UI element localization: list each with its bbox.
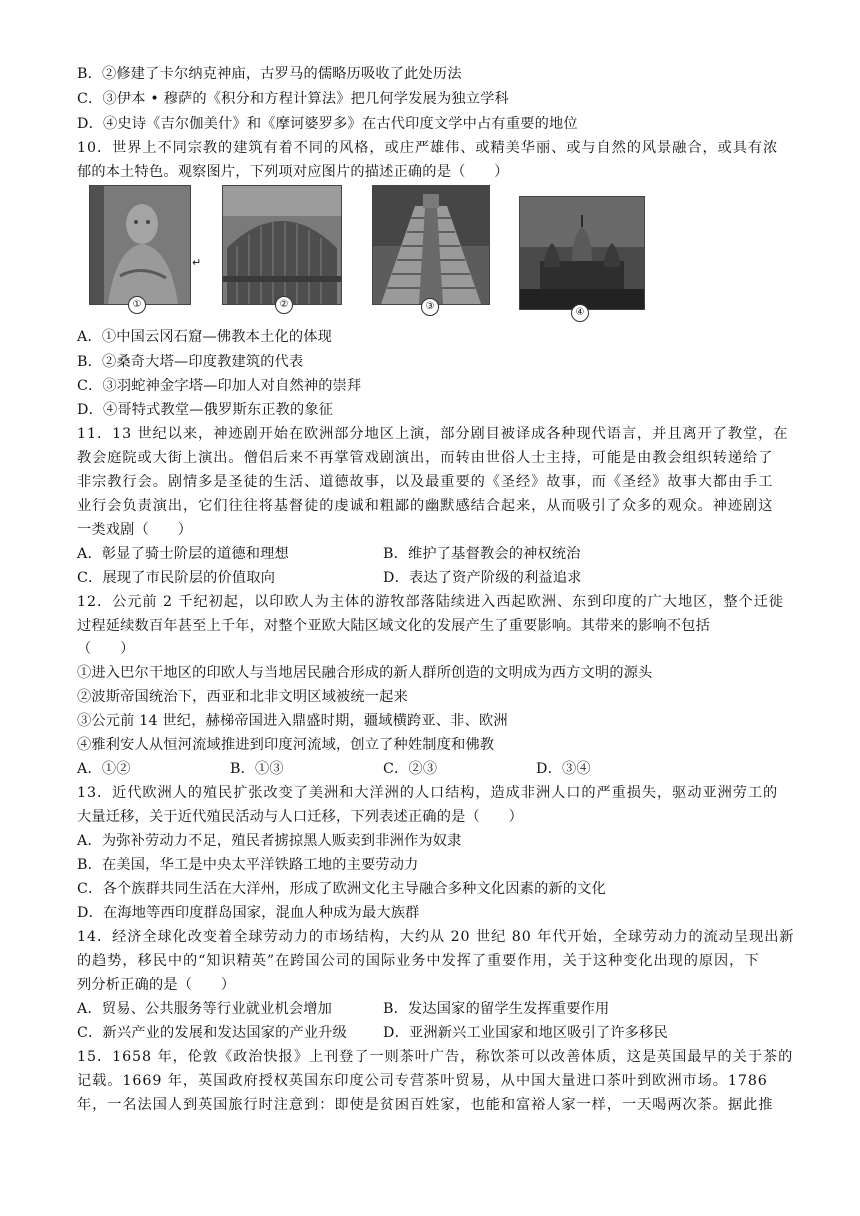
- q9-option-b: B．②修建了卡尔纳克神庙，古罗马的儒略历吸收了此处历法: [77, 66, 462, 82]
- q9-option-d: D．④史诗《吉尔伽美什》和《摩诃婆罗多》在古代印度文学中占有重要的地位: [77, 116, 578, 132]
- picture-3-pyramid: [372, 185, 490, 305]
- q11-option-d: D．表达了资产阶级的利益追求: [383, 570, 582, 586]
- q12-stem-line-3: （ ）: [77, 641, 135, 657]
- q10-stem-line-1: 10．世界上不同宗教的建筑有着不同的风格，或庄严雄伟、或精美华丽、或与自然的风景融合，或具有浓: [77, 140, 779, 156]
- q12-stem-line-2: 过程延续数百年甚至上千年，对整个亚欧大陆区域文化的发展产生了重要影响。其带来的影响不包括: [77, 618, 711, 634]
- q11-option-b: B．维护了基督教会的神权统治: [383, 546, 581, 562]
- q12-statement-1: ①进入巴尔干地区的印欧人与当地居民融合形成的新人群所创造的文明成为西方文明的源头: [77, 665, 653, 681]
- q14-stem-line-3: 列分析正确的是（ ）: [77, 977, 236, 993]
- picture-2-label: ②: [275, 296, 293, 314]
- q14-stem-line-1: 14．经济全球化改变着全球劳动力的市场结构，大约从 20 世纪 80 年代开始，全球劳动力的流动呈现出新: [77, 929, 795, 945]
- q13-option-d: D．在海地等西印度群岛国家，混血人种成为最大族群: [77, 905, 420, 921]
- q12-statement-3: ③公元前 14 世纪，赫梯帝国进入鼎盛时期，疆域横跨亚、非、欧洲: [77, 713, 508, 729]
- q12-option-d: D．③④: [536, 761, 591, 777]
- q11-option-c: C．展现了市民阶层的价值取向: [77, 570, 276, 586]
- q11-stem-line-3: 非宗教行会。剧情多是圣徒的生活、道德故事，以及最重要的《圣经》故事，而《圣经》故事大都由手工: [77, 474, 774, 490]
- q12-statement-2: ②波斯帝国统治下，西亚和北非文明区域被统一起来: [77, 689, 408, 705]
- q13-option-a: A．为弥补劳动力不足，殖民者掳掠黑人贩卖到非洲作为奴隶: [77, 833, 462, 849]
- q12-option-c: C．②③: [383, 761, 438, 777]
- picture-3-label: ③: [421, 298, 439, 316]
- q13-option-c: C．各个族群共同生活在大洋州，形成了欧洲文化主导融合多种文化因素的新的文化: [77, 881, 607, 897]
- picture-4-label: ④: [571, 304, 589, 322]
- q10-option-a: A．①中国云冈石窟—佛教本土化的体现: [77, 329, 333, 345]
- q15-stem-line-2: 记载。1669 年，英国政府授权英国东印度公司专营茶叶贸易，从中国大量进口茶叶到欧洲市场。1786: [77, 1073, 768, 1089]
- q13-stem-line-1: 13．近代欧洲人的殖民扩张改变了美洲和大洋洲的人口结构，造成非洲人口的严重损失，驱动亚洲劳工的: [77, 785, 779, 801]
- q14-option-b: B．发达国家的留学生发挥重要作用: [383, 1001, 610, 1017]
- q10-option-c: C．③羽蛇神金字塔—印加人对自然神的崇拜: [77, 378, 362, 394]
- q11-stem-line-4: 业行会负责演出，它们往往将基督徒的虔诚和粗鄙的幽默感结合起来，从而吸引了众多的观众。神迹剧这: [77, 498, 774, 514]
- picture-1-buddha-carving: [89, 185, 191, 305]
- picture-2-stupa: [222, 185, 342, 305]
- q12-stem-line-1: 12．公元前 2 千纪初起，以印欧人为主体的游牧部落陆续进入西起欧洲、东到印度的广大地区，整个迁徙: [77, 594, 784, 610]
- return-mark: ↵: [192, 256, 202, 269]
- q12-statement-4: ④雅利安人从恒河流域推进到印度河流域，创立了种姓制度和佛教: [77, 737, 495, 753]
- q14-option-c: C．新兴产业的发展和发达国家的产业升级: [77, 1025, 348, 1041]
- q12-option-b: B．①③: [230, 761, 284, 777]
- q10-option-d: D．④哥特式教堂—俄罗斯东正教的象征: [77, 402, 334, 418]
- q13-option-b: B．在美国，华工是中央太平洋铁路工地的主要劳动力: [77, 857, 419, 873]
- q10-option-b: B．②桑奇大塔—印度教建筑的代表: [77, 354, 304, 370]
- q15-stem-line-3: 年，一名法国人到英国旅行时注意到：即使是贫困百姓家，也能和富裕人家一样，一天喝两次茶。据此推: [77, 1097, 774, 1113]
- picture-4-onion-dome-church: [519, 196, 645, 310]
- q14-option-d: D．亚洲新兴工业国家和地区吸引了许多移民: [383, 1025, 668, 1041]
- q14-stem-line-2: 的趋势，移民中的“知识精英”在跨国公司的国际业务中发挥了重要作用，关于这种变化出现的原因，下: [77, 953, 760, 969]
- q11-stem-line-5: 一类戏剧（ ）: [77, 522, 193, 538]
- q14-option-a: A．贸易、公共服务等行业就业机会增加: [77, 1001, 333, 1017]
- q12-option-a: A．①②: [77, 761, 131, 777]
- q9-option-c: C．③伊本 • 穆萨的《积分和方程计算法》把几何学发展为独立学科: [77, 91, 509, 107]
- q13-stem-line-2: 大量迁移，关于近代殖民活动与人口迁移，下列表述正确的是（ ）: [77, 809, 524, 825]
- q15-stem-line-1: 15．1658 年，伦敦《政治快报》上刊登了一则茶叶广告，称饮茶可以改善体质，这是英国最早的关于茶的: [77, 1049, 794, 1065]
- q11-option-a: A．彰显了骑士阶层的道德和理想: [77, 546, 289, 562]
- q11-stem-line-1: 11．13 世纪以来，神迹剧开始在欧洲部分地区上演，部分剧目被译成各种现代语言，并且离开了教堂，在: [77, 426, 789, 442]
- q10-stem-line-2: 郁的本土特色。观察图片，下列项对应图片的描述正确的是（ ）: [77, 164, 509, 180]
- q11-stem-line-2: 教会庭院或大街上演出。僧侣后来不再掌管戏剧演出，而转由世俗人士主持，可能是由教会组织转递给了: [77, 450, 774, 466]
- picture-1-label: ①: [128, 296, 146, 314]
